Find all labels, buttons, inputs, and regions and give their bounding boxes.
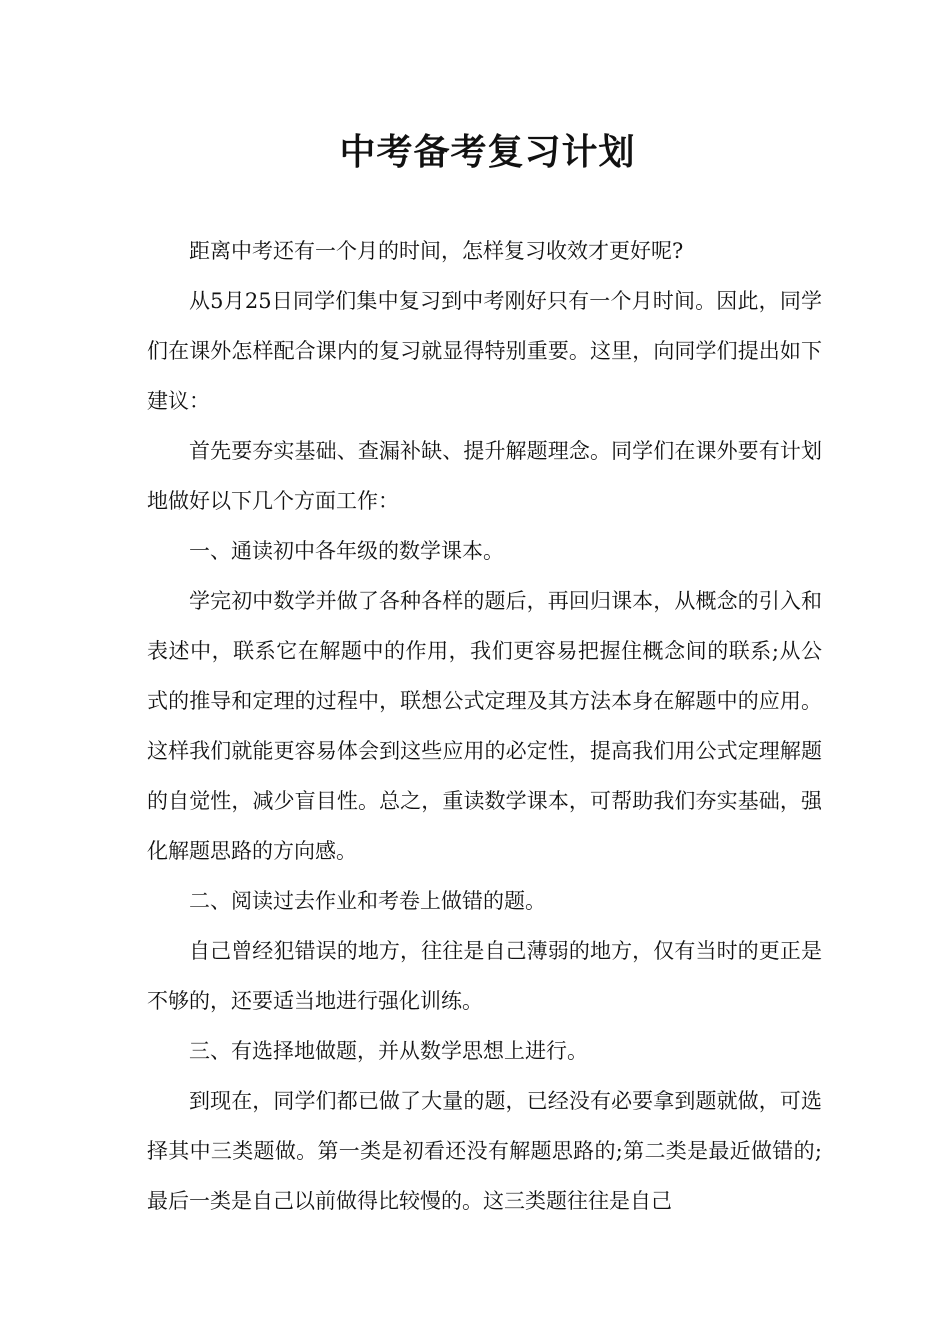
document-title: 中考备考复习计划: [339, 132, 636, 173]
section-heading-3: 三、有选择地做题，并从数学思想上进行。: [189, 1039, 588, 1063]
paragraph-intro-question: 距离中考还有一个月的时间，怎样复习收效才更好呢?: [189, 239, 684, 263]
paragraph-foundation: 首先要夯实基础、查漏补缺、提升解题理念。同学们在课外要有计划地做好以下几个方面工作：: [147, 439, 822, 513]
section-heading-1: 一、通读初中各年级的数学课本。: [189, 539, 504, 563]
paragraph-selective-practice: 到现在，同学们都已做了大量的题，已经没有必要拿到题就做，可选择其中三类题做。第一类是初看还没有解题思路的;第二类是最近做错的;最后一类是自己以前做得比较慢的。这三类题往往是自己: [147, 1089, 822, 1213]
paragraph-schedule: 从5月25日同学们集中复习到中考刚好只有一个月时间。因此，同学们在课外怎样配合课内的复习就显得特别重要。这里，向同学们提出如下建议：: [147, 289, 822, 413]
paragraph-mistakes: 自己曾经犯错误的地方，往往是自己薄弱的地方，仅有当时的更正是不够的，还要适当地进行强化训练。: [147, 939, 822, 1013]
document-body: [147, 226, 822, 1226]
paragraph-textbook: 学完初中数学并做了各种各样的题后，再回归课本，从概念的引入和表述中，联系它在解题中的作用，我们更容易把握住概念间的联系;从公式的推导和定理的过程中，联想公式定理及其方法本身在解题中的应用。这样我们就能更容易体会到这些应用的必定性，提高我们用公式定理解题的自觉性，减少盲目性。总之，重读数学课本，可帮助我们夯实基础，强化解题思路的方向感。: [147, 589, 822, 863]
section-heading-2: 二、阅读过去作业和考卷上做错的题。: [189, 889, 546, 913]
